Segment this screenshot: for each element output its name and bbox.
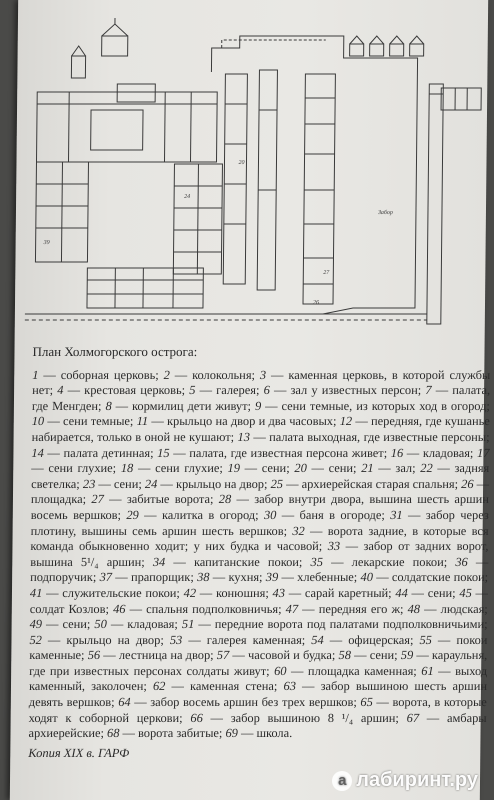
legend-number: 33: [327, 539, 341, 554]
svg-text:27: 27: [323, 270, 330, 276]
legend-text: сени глухие: [48, 461, 113, 476]
legend-entry: 40 — солдатские покои;: [360, 570, 489, 585]
legend-text: сени: [261, 461, 287, 476]
legend-text: сени темные, из которых ход в огород: [281, 398, 487, 413]
legend-entry: 20 — сени;: [294, 461, 362, 476]
legend-number: 26: [461, 476, 474, 491]
church-icon: [102, 18, 128, 56]
legend-number: 19: [227, 461, 241, 476]
legend-text: кладовая: [422, 445, 471, 460]
legend-entry: 26 — площадка;: [30, 476, 490, 507]
legend-entry: 65 — ворота, в которые ходят к соборной церкови;: [28, 695, 487, 725]
legend-number: 52: [29, 632, 42, 647]
legend-number: 40: [360, 570, 374, 585]
legend-entry: 41 — служительские покои;: [29, 585, 184, 600]
book-page: [10, 0, 491, 800]
legend-entry: 22 — задняя светелка;: [31, 461, 490, 491]
legend-entry: 4 — крестовая церковь;: [57, 383, 190, 398]
legend-text: галерея каменная: [206, 632, 302, 647]
legend-text: ворота забитые: [137, 726, 220, 741]
legend-number: 4: [57, 383, 64, 398]
legend-number: 2: [163, 367, 170, 382]
legend-text: задняя светелка: [31, 461, 490, 491]
legend-text: лекарские покои: [351, 554, 444, 569]
legend-text: солдатские покои: [391, 570, 485, 585]
svg-text:Забор: Забор: [377, 210, 393, 216]
legend-text: сарай каретный: [304, 585, 389, 600]
legend-text: караульня, где при известных персонах солдаты живут: [29, 648, 488, 678]
legend-number: 14: [31, 445, 44, 460]
legend-entry: 30 — баня в огороде;: [263, 507, 391, 522]
legend-entry: 58 — сени;: [338, 648, 401, 663]
legend-entry: 21 — зал;: [361, 461, 421, 476]
legend-number: 18: [120, 461, 134, 476]
legend-text: передние ворота под палатами подполковничьими: [214, 617, 485, 632]
legend-number: 51: [181, 617, 195, 632]
legend-entry: 46 — спальня подполковничья;: [113, 601, 286, 616]
legend-number: 32: [292, 523, 305, 538]
bell-tower-icon: [71, 46, 85, 78]
legend-entry: 14 — палата детинная;: [31, 445, 158, 460]
legend-entry: 55 — покои каменные;: [29, 632, 488, 663]
legend-number: 64: [118, 695, 131, 710]
legend-entry: 39 — хлебенные;: [265, 570, 361, 585]
legend-text: сени: [113, 476, 139, 491]
legend-entry: 52 — крыльцо на двор;: [29, 632, 170, 647]
legend-text: забор вышиною шесть аршин девять вершков: [28, 679, 488, 710]
legend-entry: 5 — галерея;: [189, 383, 264, 398]
legend-text: офицерская: [348, 632, 411, 647]
legend-number: 55: [419, 632, 432, 647]
legend-text: зал: [395, 461, 413, 476]
legend-number: 57: [216, 648, 230, 663]
legend-text: сени: [369, 648, 395, 663]
legend-number: 49: [29, 617, 43, 632]
legend-text: людская: [440, 601, 485, 616]
legend-entry: 10 — сени темные;: [31, 414, 137, 429]
legend-entry: 9 — сени темные, из которых ход в огород;: [254, 398, 490, 413]
legend-entry: 48 — людская;: [407, 601, 488, 616]
legend-number: 41: [29, 585, 43, 600]
legend-number: 20: [294, 461, 307, 476]
legend-entry: 7 — палата, где Менгден;: [31, 383, 491, 413]
legend-number: 48: [407, 601, 421, 616]
labirint-logo-icon: a: [332, 771, 352, 791]
legend-number: 17: [476, 445, 490, 460]
legend-entry: 17 — сени глухие;: [31, 445, 490, 476]
legend-number: 47: [285, 601, 299, 616]
legend-entry: 64 — забор восемь аршин без трех вершков;: [118, 695, 361, 710]
legend-text: сени темные: [62, 414, 131, 429]
legend-entry: 62 — каменная стена;: [152, 679, 284, 694]
legend-entry: 45 — солдат Козлов;: [29, 585, 489, 616]
legend-text: баня в огороде: [299, 507, 382, 522]
legend-text: выход каменный, заколочен: [28, 663, 488, 694]
legend-entry: 2 — колокольня;: [163, 367, 261, 382]
legend-entry: 34 — капитанские покои;: [152, 554, 311, 569]
legend-text: крестовая церковь: [84, 383, 182, 398]
legend-number: 21: [361, 461, 374, 476]
legend-entry: 35 — лекарские покои;: [310, 554, 456, 569]
legend-number: 28: [218, 492, 232, 507]
legend-number: 62: [152, 679, 166, 694]
caption-title: План Холмогорского острога:: [32, 344, 198, 359]
legend-number: 30: [263, 507, 277, 522]
legend-entry: 66 — забор вышиною 8 ¹/₄ аршин;: [190, 710, 407, 725]
legend-entry: 1 — соборная церковь;: [32, 367, 164, 382]
legend-entry: 15 — палата, где известная персона живет;: [157, 445, 391, 460]
legend-text: служительские покои: [62, 585, 177, 600]
legend-number: 9: [254, 398, 262, 413]
legend-text: крыльцо на двор: [175, 476, 265, 491]
legend-text: солдат Козлов: [29, 601, 106, 616]
legend-number: 66: [190, 710, 203, 725]
legend-text: кормилиц дети живут: [131, 398, 248, 413]
legend-number: 53: [169, 632, 183, 647]
legend-number: 44: [395, 585, 408, 600]
legend-entry: 51 — передние ворота под палатами подполковничьими;: [181, 617, 488, 632]
svg-text:26: 26: [312, 300, 320, 306]
legend-entry: 61 — выход каменный, заколочен;: [28, 663, 488, 694]
legend-text: площадка: [30, 492, 83, 507]
legend-number: 43: [272, 585, 286, 600]
legend-number: 45: [459, 585, 472, 600]
legend-entry: 28 — забор внутри двора, вышина шесть аршин восемь вершков;: [30, 492, 490, 522]
legend-number: 27: [91, 492, 104, 507]
source-note: Копия XIX в. ГАРФ: [28, 745, 130, 760]
legend-entry: 29 — калитка в огород;: [126, 507, 265, 522]
legend-text: зал у известных персон: [290, 383, 418, 398]
legend-text: каменная стена: [190, 679, 275, 694]
legend-text: спальня подполковничья: [146, 601, 279, 616]
legend-entry: 33 — забор от задних ворот, вышина 5¹/₄ аршин;: [30, 539, 489, 569]
svg-text:20: 20: [238, 160, 245, 166]
legend-number: 1: [32, 367, 39, 382]
legend-number: 25: [270, 476, 284, 491]
legend-number: 38: [197, 570, 210, 585]
legend-entry: 50 — кладовая;: [94, 617, 182, 632]
legend-text: соборная церковь: [60, 367, 156, 382]
legend-entry: 67 — амбары архиерейские;: [28, 710, 487, 741]
legend-text: лестница на двор: [118, 648, 211, 663]
legend-text: забор восемь аршин без трех вершков: [150, 695, 354, 710]
legend-entry: 12 — передняя, где кушанье набирается, только в оной не кушают;: [31, 414, 490, 444]
legend-number: 7: [425, 383, 432, 398]
legend-entry: 32 — ворота задние, в которые вся команда обыкновенно ходит; у них будка и часовой;: [30, 523, 489, 554]
legend-text: каменная церковь, в которой службы нет: [32, 367, 491, 398]
legend-number: 36: [455, 554, 468, 569]
legend-text: кухня: [228, 570, 260, 585]
legend-text: часовой и будка: [247, 648, 332, 663]
legend-text: палата, где Менгден: [31, 383, 491, 413]
legend-text: забор внутри двора, вышина шесть аршин восемь вершков: [30, 492, 490, 522]
legend-text: передняя его ж: [318, 601, 401, 616]
legend-number: 24: [144, 476, 158, 491]
legend-number: 46: [113, 601, 126, 616]
legend-entry: 31 — забор через плотину, вышины семь аршин шесть вершков;: [30, 507, 489, 538]
legend-text: сени: [427, 585, 453, 600]
legend-text: конюшня: [215, 585, 266, 600]
legend-text: амбары архиерейские: [28, 710, 487, 741]
legend-paragraph: [28, 368, 490, 742]
legend-number: 65: [360, 695, 373, 710]
legend-number: 58: [338, 648, 352, 663]
legend-entry: 38 — кухня;: [197, 570, 266, 585]
legend-text: передняя, где кушанье набирается, только в оной не кушают: [31, 414, 490, 444]
legend-text: сени: [328, 461, 354, 476]
legend-number: 42: [183, 585, 197, 600]
legend-entry: 23 — сени;: [82, 476, 146, 491]
legend-number: 11: [136, 414, 149, 429]
houses-row-icon: [350, 36, 424, 56]
legend-entry: 49 — сени;: [29, 617, 95, 632]
legend-entry: 44 — сени;: [395, 585, 460, 600]
legend-entry: 6 — зал у известных персон;: [263, 383, 426, 398]
legend-number: 59: [400, 648, 414, 663]
legend-number: 5: [189, 383, 196, 398]
legend-entry: 56 — лестница на двор;: [87, 648, 217, 663]
legend-entry: 60 — площадка каменная;: [274, 663, 422, 678]
legend-number: 34: [152, 554, 166, 569]
legend-entry: 25 — архиерейская старая спальня;: [270, 476, 462, 491]
legend-text: крыльцо на двор: [66, 632, 161, 647]
legend-number: 13: [237, 429, 251, 444]
legend-text: забитые ворота: [126, 492, 211, 507]
legend-text: сени: [62, 617, 88, 632]
legend-text: ворота задние, в которые вся команда обыкновенно ходит; у них будка и часовой: [30, 523, 489, 554]
legend-entry: 27 — забитые ворота;: [91, 492, 219, 507]
legend-number: 61: [421, 663, 434, 678]
legend-number: 37: [99, 570, 113, 585]
legend-number: 63: [283, 679, 297, 694]
ostrog-plan-drawing: [23, 14, 492, 332]
legend-entry: 18 — сени глухие;: [120, 461, 228, 476]
legend-number: 6: [263, 383, 270, 398]
legend-text: хлебенные: [297, 570, 354, 585]
legend-number: 10: [31, 414, 45, 429]
legend-text: колокольня: [192, 367, 252, 382]
legend-number: 68: [106, 726, 120, 741]
legend-number: 60: [274, 663, 287, 678]
legend-entry: 13 — палата выходная, где известные персоны;: [237, 429, 490, 444]
legend-entry: 68 — ворота забитые;: [106, 726, 226, 741]
legend-text: кладовая: [127, 617, 175, 632]
legend-number: 29: [126, 507, 139, 522]
legend-entry: 57 — часовой и будка;: [216, 648, 339, 663]
legend-text: палата детинная: [63, 445, 151, 460]
legend-number: 56: [87, 648, 101, 663]
legend-entry: 3 — каменная церковь, в которой службы нет;: [32, 367, 491, 398]
legend-number: 50: [94, 617, 107, 632]
legend-number: 8: [105, 398, 112, 413]
legend-number: 23: [82, 476, 96, 491]
legend-text: подпоручик: [30, 570, 93, 585]
legend-text: крыльцо на двор и два часовых: [166, 414, 334, 429]
legend-entry: 63 — забор вышиною шесть аршин девять вершков;: [28, 679, 488, 710]
watermark-logo: [332, 769, 478, 792]
legend-entry: 16 — кладовая;: [390, 445, 478, 460]
legend-text: прапорщик: [130, 570, 191, 585]
legend-text: школа: [256, 726, 290, 741]
svg-text:39: 39: [43, 240, 50, 246]
legend-number: 69: [225, 726, 238, 741]
legend-entry: 42 — конюшня;: [183, 585, 273, 600]
legend-text: ворота, в которые ходят к соборной церкови: [28, 695, 487, 725]
legend-text: галерея: [216, 383, 257, 398]
legend-number: 31: [390, 507, 403, 522]
legend-number: 15: [157, 445, 170, 460]
legend-entry: 69 — школа.: [225, 726, 293, 741]
legend-number: 22: [420, 461, 433, 476]
legend-text: палата выходная, где известные персоны: [269, 429, 487, 444]
legend-number: 35: [310, 554, 324, 569]
legend-entry: 54 — офицерская;: [311, 632, 420, 647]
legend-text: калитка в огород: [161, 507, 256, 522]
legend-text: покои каменные: [29, 632, 488, 663]
legend-number: 54: [311, 632, 324, 647]
legend-text: капитанские покои: [193, 554, 300, 569]
legend-number: 12: [339, 414, 353, 429]
legend-entry: 59 — караульня, где при известных персонах солдаты живут;: [29, 648, 488, 678]
legend-number: 39: [265, 570, 279, 585]
legend-text: забор через плотину, вышины семь аршин шесть вершков: [30, 507, 489, 538]
legend-text: забор от задних ворот, вышина 5¹/₄ аршин: [30, 539, 489, 569]
legend-entry: 8 — кормилиц дети живут;: [105, 398, 256, 413]
legend-entry: 47 — передняя его ж;: [285, 601, 408, 616]
legend-entry: 43 — сарай каретный;: [272, 585, 396, 600]
legend-entry: 53 — галерея каменная;: [169, 632, 312, 647]
legend-text: забор вышиною 8 ¹/₄ аршин: [230, 710, 396, 725]
legend-text: сени глухие: [155, 461, 220, 476]
legend-number: 67: [406, 710, 420, 725]
legend-text: архиерейская старая спальня: [301, 476, 455, 491]
legend-number: 16: [390, 445, 404, 460]
watermark-text: лабиринт.ру: [356, 769, 478, 791]
caption-block: [28, 344, 490, 761]
legend-text: площадка каменная: [307, 663, 414, 678]
legend-text: палата, где известная персона живет: [189, 445, 384, 460]
svg-text:24: 24: [184, 194, 191, 200]
legend-entry: 19 — сени;: [227, 461, 295, 476]
legend-entry: 36 — подпоручик;: [30, 554, 489, 585]
legend-entry: 37 — прапорщик;: [99, 570, 198, 585]
legend-entry: 24 — крыльцо на двор;: [144, 476, 271, 491]
legend-entry: 11 — крыльцо на двор и два часовых;: [136, 414, 340, 429]
legend-number: 3: [259, 367, 267, 382]
